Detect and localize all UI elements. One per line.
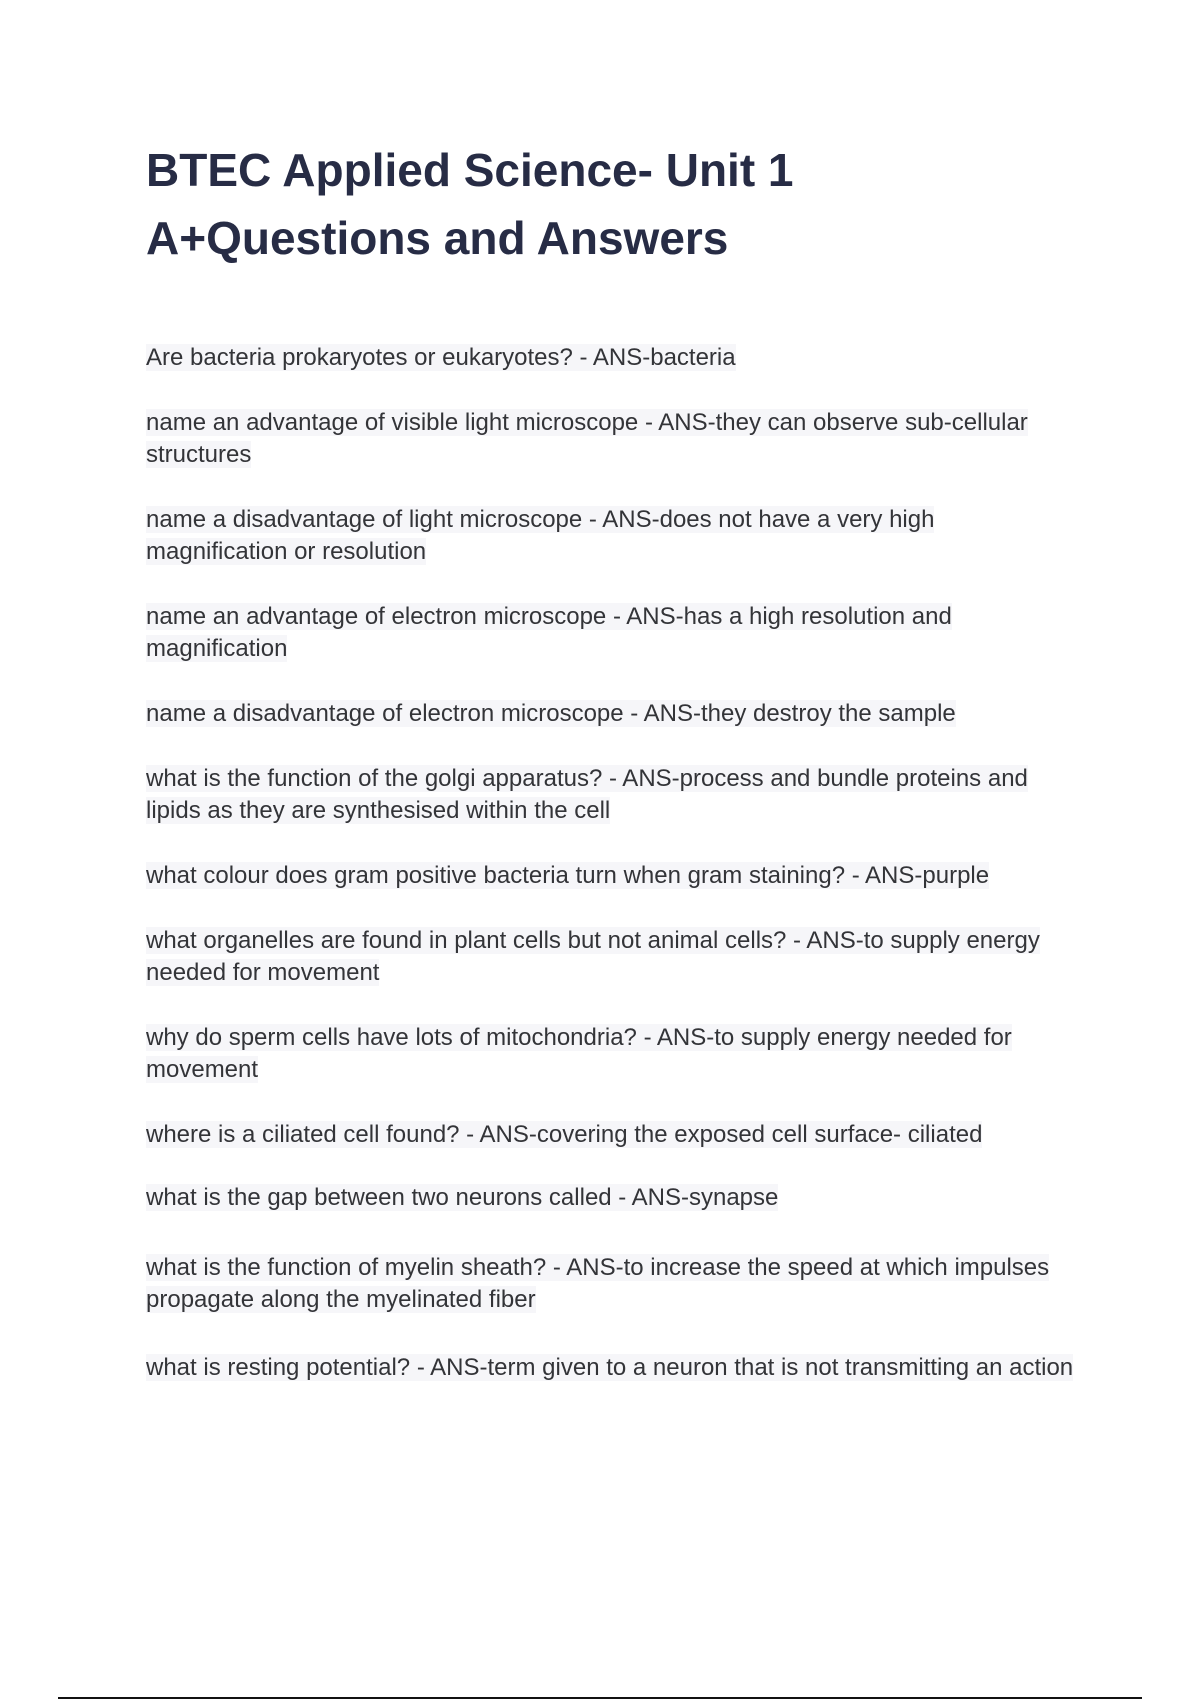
qa-item-text: what colour does gram positive bacteria turn when gram staining? - ANS-purple	[146, 862, 990, 889]
qa-item	[146, 763, 1046, 827]
qa-item	[146, 1119, 1106, 1151]
qa-item-text: name a disadvantage of electron microscope - ANS-they destroy the sample	[146, 700, 956, 727]
qa-item	[146, 342, 906, 374]
title-line-2: A+Questions and Answers	[146, 212, 729, 264]
qa-item	[146, 1252, 1106, 1316]
qa-item-text: Are bacteria prokaryotes or eukaryotes? - ANS-bacteria	[146, 344, 736, 371]
qa-item	[146, 698, 1106, 730]
qa-item	[146, 601, 976, 665]
title-line-1: BTEC Applied Science- Unit 1	[146, 144, 794, 196]
qa-item-text: what is the function of myelin sheath? - ANS-to increase the speed at which impulses propagate along the myelinated fiber	[146, 1254, 1050, 1313]
qa-item-text: name an advantage of visible light microscope - ANS-they can observe sub-cellular structures	[146, 409, 1028, 468]
qa-item	[146, 504, 976, 568]
qa-item	[146, 1352, 1146, 1384]
qa-item-text: why do sperm cells have lots of mitochondria? - ANS-to supply energy needed for movement	[146, 1024, 1012, 1083]
qa-item	[146, 860, 1106, 892]
qa-item-text: what organelles are found in plant cells but not animal cells? - ANS-to supply energy needed for movement	[146, 927, 1040, 986]
footer-divider	[58, 1697, 1142, 1699]
qa-item	[146, 407, 1046, 471]
qa-item	[146, 1182, 1106, 1214]
qa-item-text: what is the gap between two neurons called - ANS-synapse	[146, 1184, 779, 1211]
qa-item	[146, 1022, 1046, 1086]
qa-item-text: what is the function of the golgi apparatus? - ANS-process and bundle proteins and lipids as they are synthesised within the cell	[146, 765, 1028, 824]
qa-item-text: name a disadvantage of light microscope - ANS-does not have a very high magnification or resolution	[146, 506, 935, 565]
qa-item-text: what is resting potential? - ANS-term given to a neuron that is not transmitting an action	[146, 1354, 1074, 1381]
qa-item-text: name an advantage of electron microscope - ANS-has a high resolution and magnification	[146, 603, 952, 662]
qa-item-text: where is a ciliated cell found? - ANS-covering the exposed cell surface- ciliated	[146, 1121, 983, 1148]
document-title	[146, 136, 1046, 272]
qa-item	[146, 925, 1061, 989]
